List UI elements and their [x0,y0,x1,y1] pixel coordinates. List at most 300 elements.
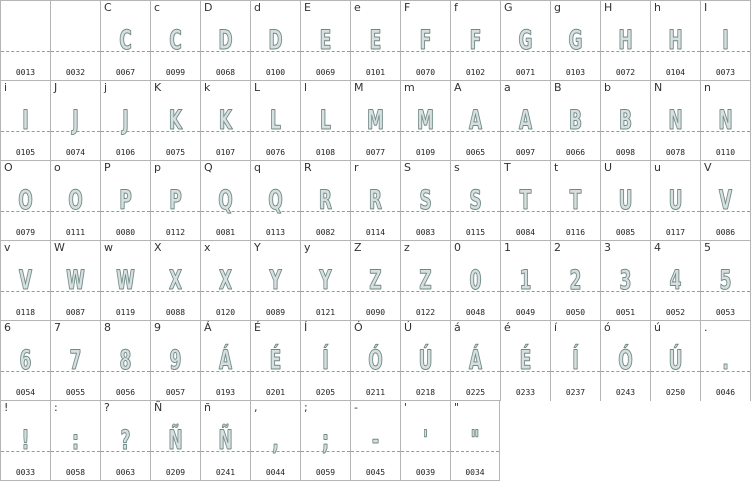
glyph-cell [500,0,550,81]
glyph-preview: ! [21,425,30,456]
glyph-cell-label: k [204,81,211,94]
glyph-char-code: 0056 [115,388,136,397]
glyph-char-code: 0058 [65,468,86,477]
glyph-cell-label: o [54,161,61,174]
glyph-cell [450,80,500,161]
glyph-char-code: 0205 [315,388,336,397]
glyph-cell [250,80,300,161]
glyph-cell-label: Ó [354,321,363,334]
glyph-cell [600,80,650,161]
glyph-cell-label: J [54,81,58,94]
glyph-preview: V [19,265,32,296]
glyph-cell [350,0,400,81]
glyph-cell [600,320,650,401]
glyph-char-code: 0052 [665,308,686,317]
glyph-cell-label: Ú [404,321,413,334]
glyph-cell [150,0,200,81]
glyph-cell-label: . [704,321,708,334]
glyph-cell-label: x [204,241,211,254]
glyph-preview: Q [268,185,283,216]
glyph-preview: ? [120,425,131,456]
glyph-char-code: 0080 [115,228,136,237]
glyph-char-code: 0046 [715,388,736,397]
glyph-cell [550,160,600,241]
glyph-char-code: 0218 [415,388,436,397]
glyph-preview: I [722,25,729,56]
glyph-char-code: 0233 [515,388,536,397]
glyph-preview: T [569,185,582,216]
glyph-preview: Ñ [218,425,233,456]
glyph-char-code: 0098 [615,148,636,157]
glyph-cell [600,160,650,241]
glyph-char-code: 0068 [215,68,236,77]
glyph-cell-label: 4 [654,241,661,254]
glyph-cell [400,320,450,401]
glyph-cell [650,320,700,401]
glyph-cell-label: f [454,1,458,14]
glyph-char-code: 0209 [165,468,186,477]
glyph-char-code: 0112 [165,228,186,237]
glyph-cell-label: Á [204,321,212,334]
glyph-cell [200,320,250,401]
glyph-cell [150,320,200,401]
glyph-cell [450,160,500,241]
glyph-preview: Í [322,345,329,376]
glyph-cell-label: m [404,81,415,94]
glyph-cell-label: h [654,1,661,14]
glyph-preview: N [718,105,733,136]
glyph-preview: Q [218,185,233,216]
glyph-char-code: 0063 [115,468,136,477]
glyph-cell-label: ; [304,401,308,414]
glyph-cell-label: : [54,401,58,414]
glyph-preview [60,16,90,66]
glyph-cell-label: D [204,1,213,14]
glyph-cell [500,80,550,161]
glyph-char-code: 0118 [15,308,36,317]
glyph-cell-label: g [554,1,561,14]
glyph-char-code: 0078 [665,148,686,157]
glyph-cell-label: p [154,161,161,174]
glyph-preview: R [319,185,332,216]
glyph-preview: 9 [169,345,182,376]
glyph-cell [100,0,150,81]
glyph-cell [150,80,200,161]
glyph-preview: É [519,345,532,376]
glyph-preview: H [668,25,683,56]
glyph-preview: M [417,105,434,136]
glyph-char-code: 0051 [615,308,636,317]
glyph-cell [150,240,200,321]
glyph-preview: Í [572,345,579,376]
glyph-cell-label: , [254,401,258,414]
glyph-preview: 1 [519,265,532,296]
glyph-preview: X [219,265,232,296]
glyph-preview: 8 [119,345,132,376]
glyph-char-code: 0211 [365,388,386,397]
glyph-cell [450,0,500,81]
glyph-cell [250,0,300,81]
glyph-cell-label: I [704,1,708,14]
glyph-preview [10,16,40,66]
glyph-preview: ' [422,425,429,456]
glyph-cell [50,160,100,241]
glyph-cell [350,160,400,241]
glyph-cell-label: E [304,1,311,14]
glyph-char-code: 0076 [265,148,286,157]
glyph-char-code: 0117 [665,228,686,237]
glyph-preview: T [519,185,532,216]
glyph-char-code: 0053 [715,308,736,317]
glyph-cell [100,80,150,161]
glyph-preview: B [569,105,582,136]
glyph-cell [200,400,250,481]
glyph-char-code: 0083 [415,228,436,237]
glyph-char-code: 0070 [415,68,436,77]
glyph-cell-label: d [254,1,261,14]
glyph-preview: . [722,345,729,376]
glyph-preview: F [469,25,482,56]
glyph-char-code: 0088 [165,308,186,317]
glyph-cell [300,400,350,481]
glyph-char-code: 0201 [265,388,286,397]
glyph-char-code: 0013 [15,68,36,77]
glyph-cell [50,240,100,321]
glyph-cell [250,400,300,481]
glyph-char-code: 0114 [365,228,386,237]
glyph-cell [450,320,500,401]
glyph-preview: I [22,105,29,136]
glyph-char-code: 0107 [215,148,236,157]
glyph-preview: U [668,185,683,216]
glyph-cell-label: 3 [604,241,611,254]
glyph-char-code: 0067 [115,68,136,77]
glyph-cell [300,160,350,241]
glyph-preview: E [319,25,332,56]
glyph-preview: V [719,185,732,216]
glyph-cell [550,320,600,401]
glyph-cell [500,160,550,241]
glyph-cell-label: w [104,241,113,254]
glyph-cell-label: L [254,81,261,94]
glyph-cell [450,400,500,481]
glyph-char-code: 0054 [15,388,36,397]
glyph-preview: E [369,25,382,56]
glyph-cell [350,240,400,321]
glyph-preview: P [169,185,182,216]
glyph-char-code: 0059 [315,468,336,477]
glyph-cell [550,80,600,161]
glyph-preview: C [169,25,182,56]
glyph-cell-label: a [504,81,511,94]
glyph-cell [650,240,700,321]
glyph-cell-label: 1 [504,241,511,254]
glyph-cell [700,320,751,401]
glyph-cell-label: 2 [554,241,561,254]
glyph-preview: - [372,425,379,456]
glyph-cell [0,320,50,401]
glyph-cell-label: l [304,81,308,94]
glyph-cell [200,80,250,161]
glyph-preview: Ñ [168,425,183,456]
glyph-preview: G [568,25,583,56]
glyph-cell [400,0,450,81]
glyph-char-code: 0097 [515,148,536,157]
glyph-char-code: 0090 [365,308,386,317]
glyph-char-code: 0049 [515,308,536,317]
glyph-cell [100,320,150,401]
glyph-cell [400,160,450,241]
glyph-preview: 3 [619,265,632,296]
glyph-cell-label: Í [304,321,308,334]
glyph-cell [450,240,500,321]
glyph-preview: U [618,185,633,216]
glyph-cell [200,0,250,81]
glyph-cell-label: Ñ [154,401,163,414]
glyph-char-code: 0039 [415,468,436,477]
glyph-cell-label: 0 [454,241,461,254]
glyph-preview: Ó [618,345,633,376]
glyph-cell-label: ñ [204,401,211,414]
glyph-cell-label: ? [104,401,110,414]
glyph-char-code: 0110 [715,148,736,157]
glyph-char-code: 0069 [315,68,336,77]
glyph-cell-label: 6 [4,321,11,334]
glyph-preview: L [270,105,281,136]
glyph-preview: " [470,425,480,456]
glyph-char-code: 0057 [165,388,186,397]
glyph-cell-label: M [354,81,364,94]
glyph-preview: G [518,25,533,56]
glyph-cell [300,0,350,81]
glyph-preview: P [119,185,132,216]
glyph-char-code: 0085 [615,228,636,237]
glyph-char-code: 0104 [665,68,686,77]
glyph-cell-label: r [354,161,359,174]
glyph-cell-label: - [354,401,358,414]
glyph-cell [0,160,50,241]
glyph-cell [500,320,550,401]
glyph-cell [500,240,550,321]
glyph-cell-label: W [54,241,65,254]
glyph-char-code: 0119 [115,308,136,317]
glyph-preview: M [367,105,384,136]
glyph-cell [650,0,700,81]
glyph-char-code: 0084 [515,228,536,237]
glyph-cell-label: ú [654,321,661,334]
glyph-char-code: 0116 [565,228,586,237]
glyph-cell-label: s [454,161,460,174]
glyph-cell [100,160,150,241]
glyph-char-code: 0250 [665,388,686,397]
glyph-char-code: 0077 [365,148,386,157]
glyph-char-code: 0032 [65,68,86,77]
glyph-cell [300,80,350,161]
glyph-char-code: 0122 [415,308,436,317]
glyph-cell [350,400,400,481]
glyph-char-code: 0045 [365,468,386,477]
glyph-cell [50,80,100,161]
glyph-cell-label: É [254,321,261,334]
glyph-cell [300,240,350,321]
glyph-char-code: 0086 [715,228,736,237]
glyph-char-code: 0050 [565,308,586,317]
glyph-char-code: 0241 [215,468,236,477]
glyph-char-code: 0073 [715,68,736,77]
glyph-cell-label: 9 [154,321,161,334]
glyph-cell-label: H [604,1,613,14]
glyph-cell [600,0,650,81]
glyph-cell [200,160,250,241]
glyph-cell-label: B [554,81,562,94]
glyph-cell-label: á [454,321,461,334]
glyph-cell-label: C [104,1,112,14]
glyph-char-code: 0079 [15,228,36,237]
glyph-cell [600,240,650,321]
glyph-preview: Ú [418,345,433,376]
glyph-char-code: 0065 [465,148,486,157]
glyph-char-code: 0081 [215,228,236,237]
glyph-char-code: 0243 [615,388,636,397]
glyph-preview: R [369,185,382,216]
glyph-preview: S [419,185,432,216]
glyph-cell-label: K [154,81,162,94]
glyph-char-code: 0193 [215,388,236,397]
glyph-preview: Y [269,265,282,296]
glyph-char-code: 0102 [465,68,486,77]
glyph-cell [400,240,450,321]
glyph-preview: D [268,25,283,56]
glyph-cell-label: " [454,401,460,414]
glyph-cell-label: T [504,161,511,174]
glyph-preview: 6 [19,345,32,376]
glyph-cell-label: 7 [54,321,61,334]
glyph-char-code: 0103 [565,68,586,77]
glyph-char-code: 0237 [565,388,586,397]
glyph-preview: Z [369,265,382,296]
glyph-preview: D [218,25,233,56]
glyph-preview: 0 [469,265,482,296]
glyph-cell [400,80,450,161]
glyph-cell-label: é [504,321,511,334]
glyph-cell-label: F [404,1,411,14]
glyph-cell-label: ' [404,401,408,414]
glyph-cell [700,160,751,241]
glyph-cell [100,400,150,481]
glyph-preview: X [169,265,182,296]
glyph-preview: F [419,25,432,56]
glyph-cell-label: 5 [704,241,711,254]
glyph-cell-label: S [404,161,411,174]
glyph-cell-label: V [704,161,712,174]
glyph-char-code: 0033 [15,468,36,477]
glyph-preview: , [272,425,279,456]
glyph-cell-label: t [554,161,559,174]
glyph-preview: 2 [569,265,582,296]
glyph-preview: Á [219,345,232,376]
glyph-char-code: 0071 [515,68,536,77]
glyph-cell [250,160,300,241]
glyph-char-code: 0074 [65,148,86,157]
glyph-cell-label: q [254,161,261,174]
glyph-cell [50,400,100,481]
glyph-preview: A [469,105,482,136]
glyph-preview: K [169,105,182,136]
glyph-cell [700,0,751,81]
glyph-char-code: 0121 [315,308,336,317]
glyph-preview: H [618,25,633,56]
glyph-preview: O [18,185,33,216]
glyph-cell [0,80,50,161]
glyph-cell [0,400,50,481]
glyph-preview: 5 [719,265,732,296]
glyph-char-code: 0100 [265,68,286,77]
glyph-cell [350,80,400,161]
glyph-char-code: 0044 [265,468,286,477]
glyph-preview: K [219,105,232,136]
glyph-char-code: 0225 [465,388,486,397]
glyph-char-code: 0115 [465,228,486,237]
glyph-preview: Á [469,345,482,376]
glyph-preview: Z [419,265,432,296]
glyph-cell-label: P [104,161,111,174]
glyph-cell-label: í [554,321,558,334]
glyph-char-code: 0087 [65,308,86,317]
glyph-cell [250,320,300,401]
glyph-cell-label: v [4,241,11,254]
glyph-preview: : [72,425,79,456]
glyph-cell-label: z [404,241,410,254]
glyph-cell-label: b [604,81,611,94]
glyph-char-code: 0082 [315,228,336,237]
glyph-preview: O [68,185,83,216]
glyph-cell [150,160,200,241]
glyph-cell-label: Z [354,241,362,254]
glyph-cell [550,0,600,81]
glyph-cell-label: c [154,1,161,14]
glyph-cell [50,0,100,81]
glyph-preview: C [119,25,132,56]
glyph-cell-label: A [454,81,462,94]
glyph-cell-label: X [154,241,162,254]
glyph-char-code: 0055 [65,388,86,397]
glyph-cell [700,240,751,321]
glyph-cell [200,240,250,321]
glyph-char-code: 0106 [115,148,136,157]
glyph-char-code: 0066 [565,148,586,157]
glyph-char-code: 0111 [65,228,86,237]
glyph-cell-label: ó [604,321,611,334]
glyph-cell-label: R [304,161,312,174]
glyph-cell [100,240,150,321]
glyph-preview: B [619,105,632,136]
glyph-preview: N [668,105,683,136]
glyph-cell-label: y [304,241,311,254]
glyph-preview: W [116,265,135,296]
glyph-char-code: 0105 [15,148,36,157]
glyph-char-code: 0089 [265,308,286,317]
glyph-cell [300,320,350,401]
glyph-preview: A [519,105,532,136]
glyph-cell [700,80,751,161]
glyph-cell-label: 8 [104,321,111,334]
glyph-cell [400,400,450,481]
glyph-cell-label: ! [4,401,9,414]
glyph-preview: W [66,265,85,296]
glyph-cell [50,320,100,401]
glyph-preview: Ó [368,345,383,376]
glyph-cell-label: N [654,81,663,94]
